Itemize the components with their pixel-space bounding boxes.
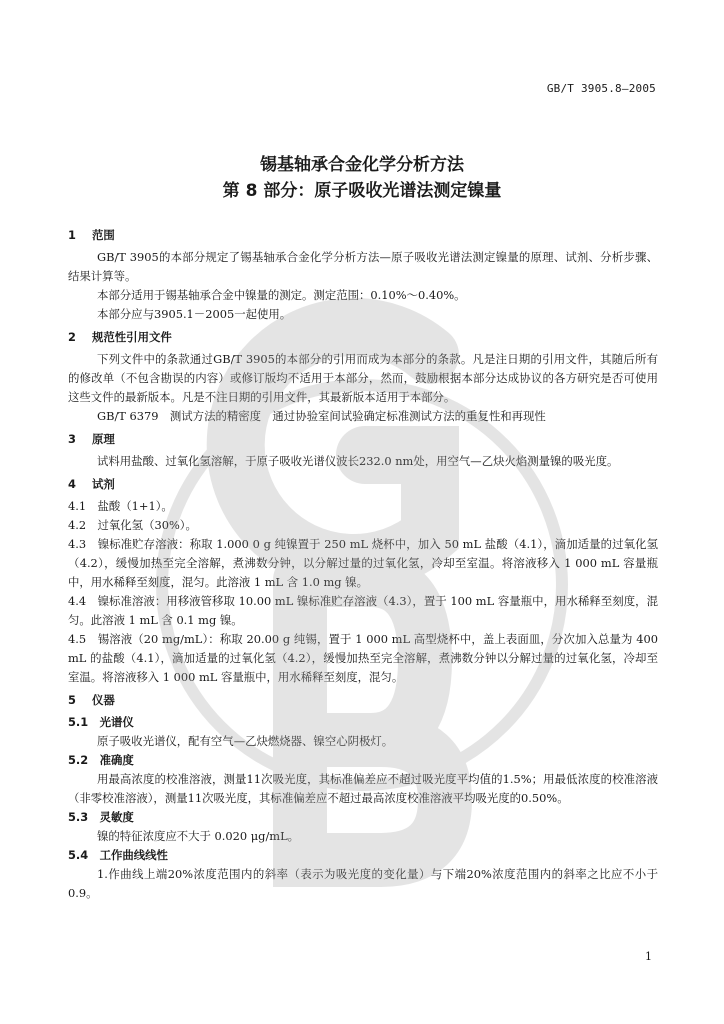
document-body xyxy=(68,226,658,903)
paragraph: 本部分适用于锡基轴承合金中镍量的测定。测定范围：0.10%～0.40%。 xyxy=(97,288,466,302)
section-heading-normative-references xyxy=(68,328,658,347)
section-number: 4 xyxy=(68,477,76,491)
section-number: 3 xyxy=(68,432,76,446)
document-subtitle: 第 8 部分：原子吸收光谱法测定镍量 xyxy=(222,181,502,201)
paragraph: 本部分应与3905.1－2005一起使用。 xyxy=(97,307,292,321)
reagent-item: 4.5 锡溶液（20 mg/mL）：称取 20.00 g 纯锡，置于 1 000 mL 高型烧杯中，盖上表面皿，分次加入总量为 400 mL 的盐酸（4.1），滴加适量的过氧化氢（4.2），缓慢加热至完全溶解，煮沸数分钟以分解过量的过氧化氢，冷却至室温。将溶液移入 1 000 mL 容量瓶中，用水稀释至刻度，混匀。 xyxy=(68,632,658,684)
section-title: 仪器 xyxy=(92,693,115,707)
reagent-item: 4.1 盐酸（1+1）。 xyxy=(68,499,173,513)
document-title: 锡基轴承合金化学分析方法 xyxy=(260,155,464,175)
section-title: 规范性引用文件 xyxy=(92,330,172,344)
subsection-heading: 5.2 准确度 xyxy=(68,753,134,767)
paragraph: 试料用盐酸、过氧化氢溶解，于原子吸收光谱仪波长232.0 nm处，用空气—乙炔火焰测量镍的吸光度。 xyxy=(97,454,619,468)
section-heading-principle xyxy=(68,430,658,449)
reference-entry: GB/T 6379 测试方法的精密度 通过协验室间试验确定标准测试方法的重复性和再现性 xyxy=(97,409,546,423)
subsection-heading: 5.1 光谱仪 xyxy=(68,715,134,729)
subsection-heading: 5.3 灵敏度 xyxy=(68,810,134,824)
paragraph: 镍的特征浓度应不大于 0.020 μg/mL。 xyxy=(97,829,300,843)
paragraph: 1.作曲线上端20%浓度范围内的斜率（表示为吸光度的变化量）与下端20%浓度范围内的斜率之比应不小于0.9。 xyxy=(68,867,658,900)
reagent-item: 4.4 镍标准溶液：用移液管移取 10.00 mL 镍标准贮存溶液（4.3），置于 100 mL 容量瓶中，用水稀释至刻度，混匀。此溶液 1 mL 含 0.1 mg 镍。 xyxy=(68,594,658,627)
document-code: GB/T 3905.8—2005 xyxy=(546,82,656,95)
section-heading-scope xyxy=(68,226,658,245)
reagent-item: 4.3 镍标准贮存溶液：称取 1.000 0 g 纯镍置于 250 mL 烧杯中，加入 50 mL 盐酸（4.1），滴加适量的过氧化氢（4.2），缓慢加热至完全溶解，煮沸数分钟，以分解过量的过氧化氢，冷却至室温。将溶液移入 1 000 mL 容量瓶中，用水稀释至刻度，混匀。此溶液 1 mL 含 1.0 mg 镍。 xyxy=(68,537,658,589)
section-title: 试剂 xyxy=(92,477,115,491)
subsection-heading: 5.4 工作曲线线性 xyxy=(68,848,168,862)
page-number: 1 xyxy=(645,950,652,963)
section-number: 1 xyxy=(68,228,76,242)
paragraph: 原子吸收光谱仪，配有空气—乙炔燃烧器、镍空心阴极灯。 xyxy=(97,734,394,748)
section-number: 5 xyxy=(68,693,76,707)
section-number: 2 xyxy=(68,330,76,344)
section-title: 范围 xyxy=(92,228,115,242)
paragraph: GB/T 3905的本部分规定了锡基轴承合金化学分析方法—原子吸收光谱法测定镍量的原理、试剂、分析步骤、结果计算等。 xyxy=(68,250,658,283)
paragraph: 用最高浓度的校准溶液，测量11次吸光度，其标准偏差应不超过吸光度平均值的1.5%；用最低浓度的校准溶液（非零校准溶液），测量11次吸光度，其标准偏差应不超过最高浓度校准溶液平均吸光度的0.50%。 xyxy=(68,772,658,805)
section-heading-apparatus xyxy=(68,691,658,710)
section-title: 原理 xyxy=(92,432,115,446)
paragraph: 下列文件中的条款通过GB/T 3905的本部分的引用而成为本部分的条款。凡是注日期的引用文件，其随后所有的修改单（不包含勘误的内容）或修订版均不适用于本部分，然而，鼓励根据本部分达成协议的各方研究是否可使用这些文件的最新版本。凡是不注日期的引用文件，其最新版本适用于本部分。 xyxy=(68,352,658,404)
reagent-item: 4.2 过氧化氢（30%）。 xyxy=(68,518,197,532)
section-heading-reagents xyxy=(68,475,658,494)
